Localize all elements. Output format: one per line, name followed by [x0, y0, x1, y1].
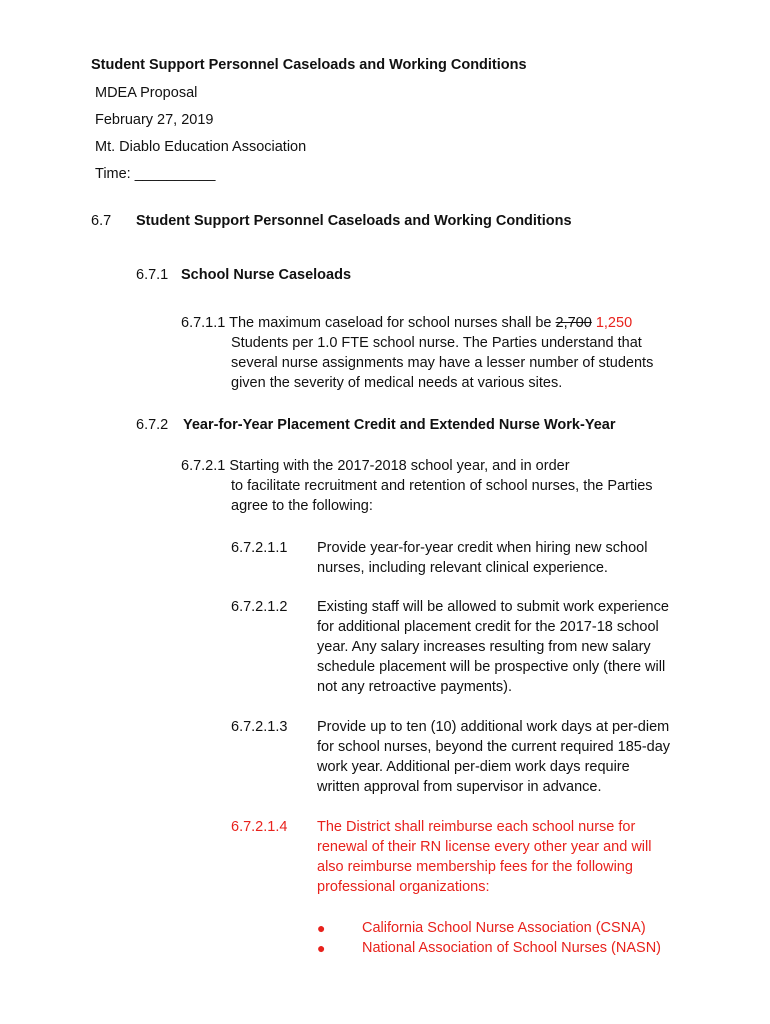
bullet-dot-icon: ●	[317, 920, 326, 936]
section-6-7-2-title: Year-for-Year Placement Credit and Extended Nurse Work-Year	[183, 417, 616, 433]
item-6-7-2-1-4-line: renewal of their RN license every other year and will	[317, 839, 652, 855]
bullet-item-nasn: National Association of School Nurses (NASN)	[362, 940, 661, 956]
item-6-7-2-1-line: to facilitate recruitment and retention of school nurses, the Parties	[231, 478, 653, 494]
item-6-7-2-1-3-number: 6.7.2.1.3	[231, 719, 288, 735]
item-6-7-2-1-line: agree to the following:	[231, 498, 373, 514]
item-6-7-2-1-3-line: for school nurses, beyond the current required 185-day	[317, 739, 671, 755]
item-6-7-2-1-1-line: nurses, including relevant clinical experience.	[317, 560, 608, 576]
item-6-7-2-1-2-line: schedule placement will be prospective only (there will	[317, 659, 666, 675]
item-6-7-2-1-3-line: work year. Additional per-diem work days require	[317, 759, 630, 775]
item-6-7-2-1-4-line: The District shall reimburse each school nurse for	[317, 819, 636, 835]
item-6-7-2-1-4-line: also reimburse membership fees for the following	[317, 859, 633, 875]
proposal-date: February 27, 2019	[95, 112, 214, 128]
item-6-7-2-1-1-line: Provide year-for-year credit when hiring new school	[317, 540, 648, 556]
section-6-7-2-number: 6.7.2	[136, 417, 169, 433]
item-6-7-2-1-line: 6.7.2.1 Starting with the 2017-2018 school year, and in order	[181, 458, 570, 474]
document-title: Student Support Personnel Caseloads and Working Conditions	[91, 57, 527, 73]
item-6-7-1-1-line: given the severity of medical needs at various sites.	[231, 375, 563, 391]
bullet-dot-icon: ●	[317, 940, 326, 956]
item-6-7-2-1-2-line: Existing staff will be allowed to submit work experience	[317, 599, 669, 615]
deleted-old-caseload-value: 2,700	[555, 315, 592, 331]
proposed-new-caseload-value: 1,250	[595, 315, 633, 331]
item-6-7-2-1-2-number: 6.7.2.1.2	[231, 599, 288, 615]
item-6-7-2-1-4-line: professional organizations:	[317, 879, 490, 895]
item-6-7-1-1-first-line	[181, 313, 632, 333]
item-6-7-1-1-lead: 6.7.1.1 The maximum caseload for school nurses shall be	[181, 315, 552, 331]
item-6-7-2-1-3-line: Provide up to ten (10) additional work days at per-diem	[317, 719, 670, 735]
item-6-7-2-1-2-line: year. Any salary increases resulting from new salary	[317, 639, 651, 655]
section-6-7-title: Student Support Personnel Caseloads and Working Conditions	[136, 213, 572, 229]
section-6-7-1-number: 6.7.1	[136, 267, 169, 283]
item-6-7-1-1-line: Students per 1.0 FTE school nurse. The Parties understand that	[231, 335, 642, 351]
item-6-7-2-1-2-line: not any retroactive payments).	[317, 679, 513, 695]
association-name: Mt. Diablo Education Association	[95, 139, 307, 155]
time-field: Time: __________	[95, 166, 216, 182]
section-6-7-number: 6.7	[91, 213, 112, 229]
proposal-label: MDEA Proposal	[95, 85, 198, 101]
item-6-7-1-1-line: several nurse assignments may have a lesser number of students	[231, 355, 654, 371]
item-6-7-2-1-3-line: written approval from supervisor in advance.	[317, 779, 602, 795]
item-6-7-2-1-4-number: 6.7.2.1.4	[231, 819, 288, 835]
section-6-7-1-title: School Nurse Caseloads	[181, 267, 352, 283]
item-6-7-2-1-1-number: 6.7.2.1.1	[231, 540, 288, 556]
bullet-item-csna: California School Nurse Association (CSNA)	[362, 920, 646, 936]
item-6-7-2-1-2-line: for additional placement credit for the 2017-18 school	[317, 619, 659, 635]
